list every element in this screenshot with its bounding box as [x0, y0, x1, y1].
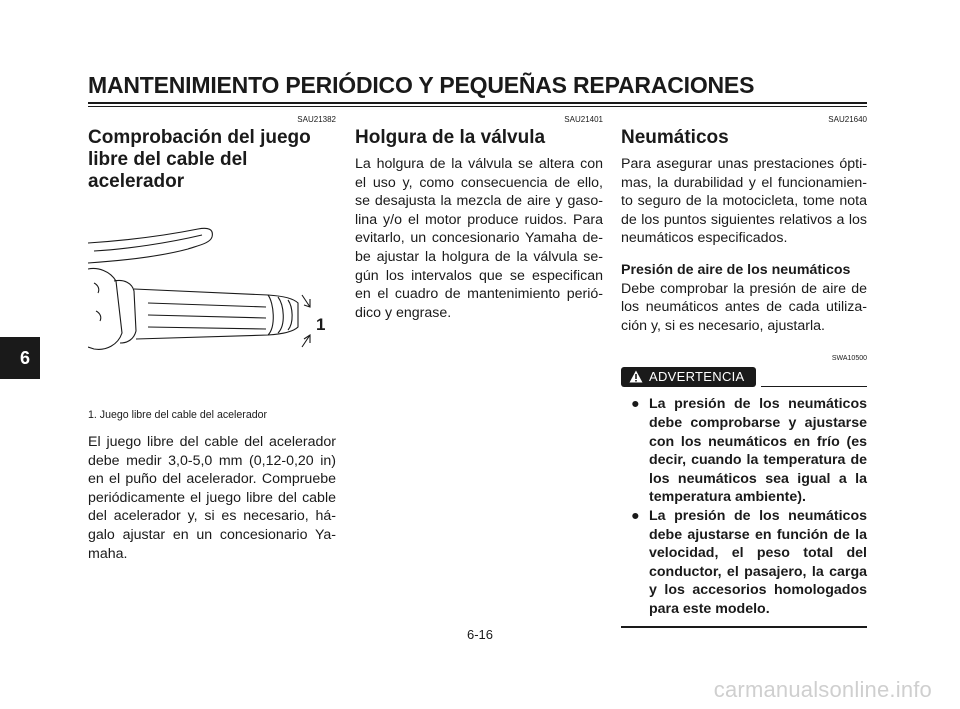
- column-valve-clearance: [355, 114, 603, 322]
- throttle-grip-figure: [88, 223, 336, 363]
- warning-triangle-icon: [629, 370, 643, 383]
- column-tires: [621, 114, 867, 628]
- page-header-title: MANTENIMIENTO PERIÓDICO Y PEQUEÑAS REPARACIONES: [88, 72, 755, 98]
- page-number: 6-16: [466, 627, 494, 642]
- warning-rule: [761, 386, 867, 387]
- figure-caption: 1. Juego libre del cable del acelerador: [88, 409, 268, 421]
- throttle-grip-illustration: [88, 223, 336, 363]
- warning-badge: [621, 367, 756, 387]
- section-title: Holgura de la válvula: [355, 127, 546, 148]
- warning-label: ADVERTENCIA: [649, 369, 745, 385]
- subsection-heading: Presión de aire de los neumáticos: [621, 261, 851, 278]
- figure-callout-1: 1: [316, 315, 326, 334]
- section-code: SAU21401: [564, 115, 603, 124]
- warning-list: [621, 395, 867, 618]
- bullet-icon: ●: [631, 396, 640, 413]
- section-body: El juego libre del cable del acelerador debe medir 3,0-5,0 mm (0,12-0,20 in) en el puño del acelerador. Compruebe periódicamente el juego libre del cable del acelerador y, si es necesario, há-galo ajustar en un concesionario Ya-maha.: [88, 434, 336, 562]
- bullet-icon: ●: [631, 507, 640, 524]
- column-throttle-cable: [88, 114, 336, 563]
- chapter-tab: [0, 337, 40, 379]
- header-rule: [88, 102, 867, 104]
- section-intro: Para asegurar unas prestaciones ópti-mas, la durabilidad y el funcionamien-to seguro de la motocicleta, tome nota de los puntos siguientes relativos a los neumáticos especificados.: [621, 156, 867, 247]
- section-title: Comprobación del juego libre del cable del acelerador: [88, 127, 311, 192]
- watermark: carmanualsonline.info: [713, 677, 932, 702]
- warning-code: SWA10500: [831, 355, 867, 363]
- warning-item: [621, 507, 867, 619]
- header-rule-thin: [88, 106, 867, 107]
- section-code: SAU21640: [828, 115, 867, 124]
- section-body: La holgura de la válvula se altera con el uso y, como consecuencia de ello, se desajusta la mezcla de aire y gaso-lina y/o el motor produce ruidos. Para evitarlo, un concesionario Yamaha de-be ajustar la holgura de la válvula se-gún los intervalos que se especifican en el cuadro de mantenimiento perió-dico y engrase.: [355, 156, 603, 321]
- warning-item-text: La presión de los neumáticos debe comprobarse y ajustarse con los neumáticos en frío (es decir, cuando la temperatura de los neumáticos sea igual a la temperatura ambiente).: [649, 396, 867, 506]
- warning-header: [621, 367, 867, 389]
- warning-item: [621, 395, 867, 507]
- section-title: Neumáticos: [621, 127, 729, 148]
- warning-item-text: La presión de los neumáticos debe ajustarse en función de la velocidad, el peso total del conductor, el pasajero, la carga y los accesorios homologados para este modelo.: [649, 507, 867, 617]
- section-code: SAU21382: [297, 115, 336, 124]
- chapter-tab-label: 6: [19, 348, 30, 368]
- subsection-body: Debe comprobar la presión de aire de los neumáticos antes de cada utiliza-ción y, si es necesario, ajustarla.: [621, 280, 867, 334]
